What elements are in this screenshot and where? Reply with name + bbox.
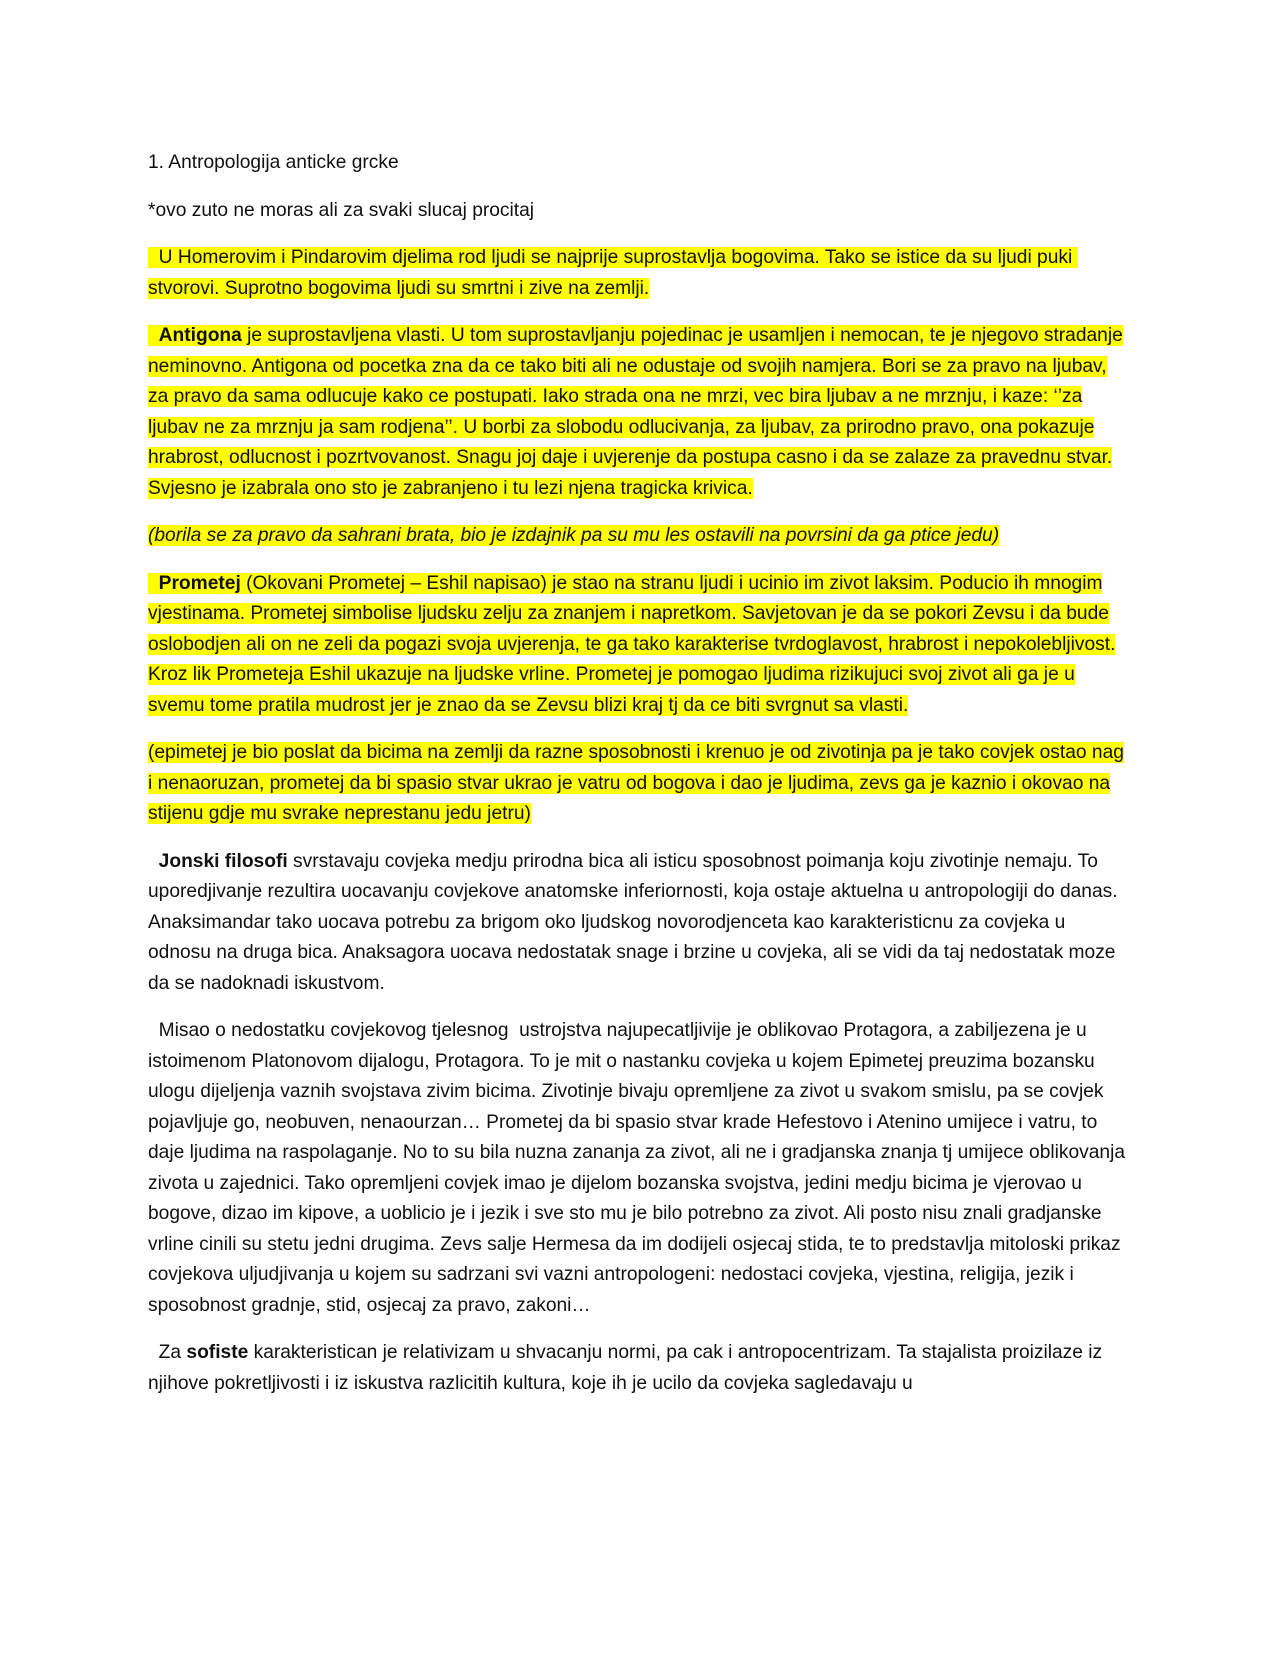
sofisti-bold: sofiste <box>186 1342 249 1363</box>
sofisti-pre: Za <box>148 1342 187 1363</box>
prometej-lead: Prometej <box>148 572 241 594</box>
antigona-note <box>148 521 1132 552</box>
paragraph-antigona-text <box>148 325 1123 499</box>
jonski-body: svrstavaju covjeka medju prirodna bica ali isticu sposobnost poimanja koju zivotinje nemaju. To uporedjivanje rezultira uocavanju covjekove anatomske inferiornosti, koja ostaje aktuelna u antropologiji do danas. Anaksimandar tako uocava potrebu za brigom oko ljudskog novorodjenceta kao karakteristicnu za covjeka u odnosu na druga bica. Anaksagora uocava nedostatak snage i brzine u covjeka, ali se vidi da taj nedostatak moze da se nadoknadi iskustvom. <box>148 850 1118 994</box>
reading-note: *ovo zuto ne moras ali za svaki slucaj procitaj <box>148 199 535 221</box>
paragraph-sofisti <box>148 1338 1132 1399</box>
paragraph-homer <box>148 243 1132 304</box>
paragraph-homer-text: U Homerovim i Pindarovim djelima rod ljudi se najprije suprostavlja bogovima. Tako se istice da su ljudi puki stvorovi. Suprotno bogovima ljudi su smrtni i zive na zemlji. <box>148 247 1078 299</box>
antigona-body: je suprostavljena vlasti. U tom suprostavljanju pojedinac je usamljen i nemocan, te je njegovo stradanje neminovno. Antigona od pocetka zna da ce tako biti ali ne odustaje od svojih namjera. Bori se za pravo na ljubav, za pravo da sama odlucuje kako ce postupati. Iako strada ona ne mrzi, vec bira ljubav a ne mrznju, i kaze: ‘’za ljubav ne za mrznju ja sam rodjena’’. U borbi za slobodu odlucivanja, za ljubav, za prirodno pravo, ona pokazuje hrabrost, odlucnost i pozrtvovanost. Snagu joj daje i uvjerenje da postupa casno i da se zalaze za pravednu stvar. Svjesno je izabrala ono sto je zabranjeno i tu lezi njena tragicka krivica. <box>148 325 1123 499</box>
paragraph-protagora: Misao o nedostatku covjekovog tjelesnog ustrojstva najupecatljivije je oblikovao Protagora, a zabiljezena je u istoimenom Platonovom dijalogu, Protagora. To je mit o nastanku covjeka u kojem Epimetej preuzima bozansku ulogu dijeljenja vaznih svojstava zivim bicima. Zivotinje bivaju opremljene za zivot u svakom smislu, pa se covjek pojavljuje go, neobuven, nenaourzan… Prometej da bi spasio stvar krade Hefestovo i Atenino umijece i vatru, to daje ljudima na raspolaganje. No to su bila nuzna zananja za zivot, ali ne i gradjanska znanja tj umijece oblikovanja zivota u zajednici. Tako opremljeni covjek imao je dijelom bozanska svojstva, jedini medju bicima je vjerovao u bogove, dizao im kipove, a uoblicio je i jezik i sve sto mu je bilo potrebno za zivot. Ali posto nisu znali gradjanske vrline cinili su stetu jedni drugima. Zevs salje Hermesa da im dodijeli osjecaj stida, te to predstavlja mitoloski prikaz covjekova uljudjivanja u kojem su sadrzani svi vazni antropologeni: nedostaci covjeka, vjestina, religija, jezik i sposobnost gradnje, stid, osjecaj za pravo, zakoni… <box>148 1020 1131 1316</box>
jonski-lead: Jonski filosofi <box>148 850 288 872</box>
epimetej-note-text: (epimetej je bio poslat da bicima na zemlji da razne sposobnosti i krenuo je od zivotinja pa je tako covjek ostao nag i nenaoruzan, prometej da bi spasio stvar ukrao je vatru od bogova i dao je ljudima, zevs ga je kaznio i okovao na stijenu gdje mu svrake neprestanu jedu jetru) <box>148 742 1124 824</box>
sofisti-body: karakteristican je relativizam u shvacanju normi, pa cak i antropocentrizam. Ta stajalista proizilaze iz njihove pokretljivosti i iz iskustva razlicitih kultura, koje ih je ucilo da covjeka sagledavaju u <box>148 1342 1103 1394</box>
antigona-note-text: (borila se za pravo da sahrani brata, bio je izdajnik pa su mu les ostavili na povrsini da ga ptice jedu) <box>148 525 1000 546</box>
paragraph-prometej <box>148 569 1132 722</box>
document-page <box>148 148 1132 1416</box>
paragraph-prometej-text <box>148 573 1115 716</box>
prometej-body: (Okovani Prometej – Eshil napisao) je stao na stranu ljudi i ucinio im zivot laksim. Poducio ih mnogim vjestinama. Prometej simbolise ljudsku zelju za znanjem i napretkom. Savjetovan je da se pokori Zevsu i da bude oslobodjen ali on ne zeli da pogazi svoja uvjerenja, te ga tako karakterise tvrdoglavost, hrabrost i nepokolebljivost. Kroz lik Prometeja Eshil ukazuje na ljudske vrline. Prometej je pomogao ljudima rizikujuci svoj zivot ali ga je u svemu tome pratila mudrost jer je znao da se Zevsu blizi kraj tj da ce biti svrgnut sa vlasti. <box>148 572 1116 716</box>
paragraph-antigona <box>148 321 1132 504</box>
epimetej-note <box>148 738 1132 830</box>
document-title: 1. Antropologija anticke grcke <box>148 152 399 173</box>
paragraph-jonski <box>148 847 1132 1000</box>
antigona-lead: Antigona <box>148 325 242 346</box>
